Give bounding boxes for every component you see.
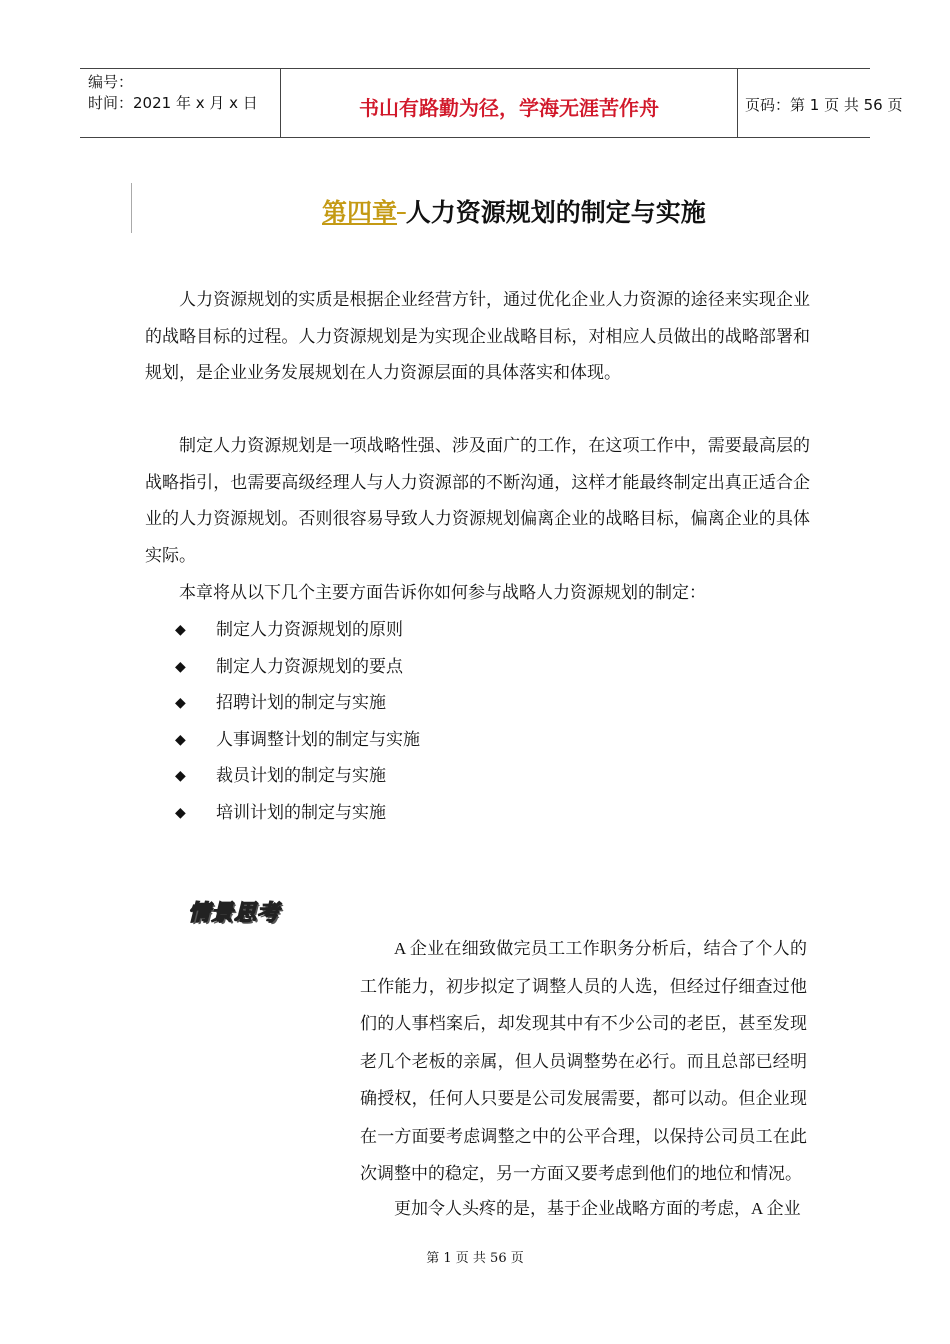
intro-paragraph-1: 人力资源规划的实质是根据企业经营方针，通过优化企业人力资源的途径来实现企业的战略目标的过程。人力资源规划是为实现企业战略目标，对相应人员做出的战略部署和规划，是企业业务发展规划在人力资源层面的具体落实和体现。 [145, 290, 810, 383]
diamond-bullet-icon: ◆ [175, 622, 186, 638]
list-item: ◆ 制定人力资源规划的原则 [175, 612, 420, 649]
scenario-paragraph-2: 更加令人头疼的是，基于企业战略方面的考虑，A 企业 [394, 1199, 801, 1218]
diamond-bullet-icon: ◆ [175, 695, 186, 711]
chapter-name: 人力资源规划的制定与实施 [405, 198, 706, 227]
header-motto: 书山有路勤为径，学海无涯苦作舟 [359, 96, 659, 120]
intro-paragraph-2: 制定人力资源规划是一项战略性强、涉及面广的工作，在这项工作中，需要最高层的战略指引，也需要高级经理人与人力资源部的不断沟通，这样才能最终制定出真正适合企业的人力资源规划。否则很容易导致人力资源规划偏离企业的战略目标，偏离企业的具体实际。 [145, 436, 810, 566]
chapter-number: 第四章 [322, 198, 398, 227]
list-item: ◆ 人事调整计划的制定与实施 [175, 722, 420, 759]
chapter-separator [397, 198, 406, 227]
header-motto-cell [280, 69, 738, 137]
header-page-indicator: 页码：第 1 页 共 56 页 [745, 96, 903, 114]
diamond-bullet-icon: ◆ [175, 731, 186, 748]
intro-paragraph-3: 本章将从以下几个主要方面告诉你如何参与战略人力资源规划的制定： [179, 583, 706, 603]
scenario-heading: 情景思考 [188, 901, 281, 926]
header-meta-cell [80, 69, 280, 137]
list-item: ◆ 培训计划的制定与实施 [175, 795, 420, 832]
header-page-cell [737, 69, 903, 137]
margin-rule [131, 183, 132, 233]
document-header [80, 68, 903, 138]
diamond-bullet-icon: ◆ [175, 804, 186, 821]
topic-list [175, 612, 420, 831]
scenario-paragraph-1: A 企业在细致做完员工工作职务分析后，结合了个人的工作能力，初步拟定了调整人员的人选，但经过仔细查过他们的人事档案后，却发现其中有不少公司的老臣，甚至发现老几个老板的亲属，但人员调整势在必行。而且总部已经明确授权，任何人只要是公司发展需要，都可以动。但企业现在一方面要考虑调整之中的公平合理，以保持公司员工在此次调整中的稳定，另一方面又要考虑到他们的地位和情况。 [360, 939, 807, 1183]
document-number-label: 编号： [88, 73, 134, 91]
document-time: 时间：2021 年 x 月 x 日 [88, 94, 258, 112]
page-footer: 第 1 页 共 56 页 [426, 1251, 524, 1266]
chapter-title [322, 193, 706, 229]
diamond-bullet-icon: ◆ [175, 658, 186, 675]
list-item: ◆ 招聘计划的制定与实施 [175, 685, 420, 722]
list-item: ◆ 制定人力资源规划的要点 [175, 649, 420, 686]
list-item: ◆ 裁员计划的制定与实施 [175, 758, 420, 795]
diamond-bullet-icon: ◆ [175, 768, 186, 784]
